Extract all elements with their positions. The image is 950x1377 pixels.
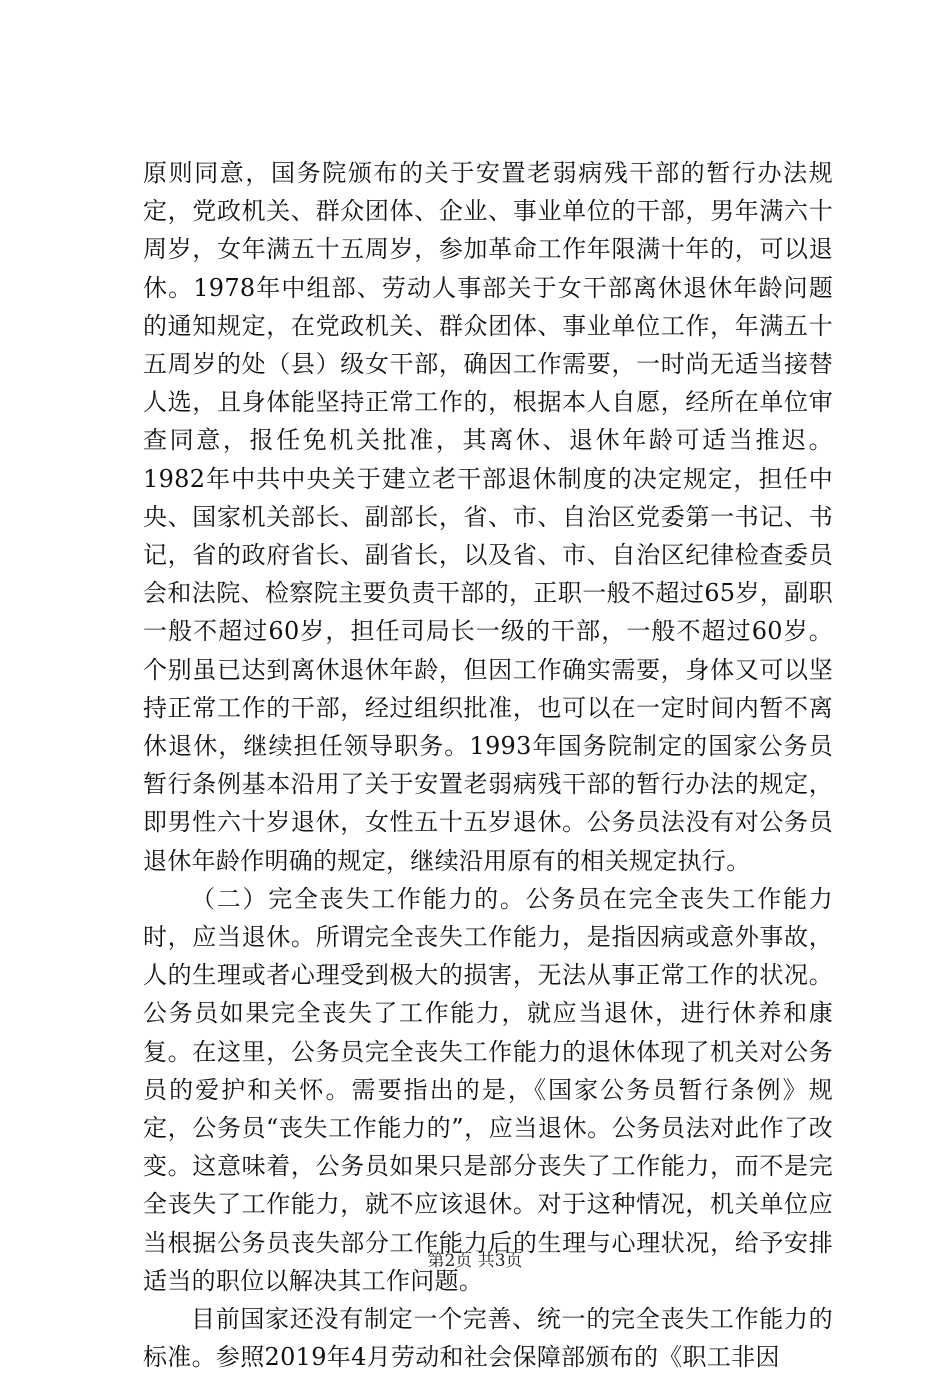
paragraph-incapacity-retirement: （二）完全丧失工作能力的。公务员在完全丧失工作能力时，应当退休。所谓完全丧失工作能力，是指因病或意外事故，人的生理或者心理受到极大的损害，无法从事正常工作的状况。公务员如果完全丧失了工作能力，就应当退休，进行休养和康复。在这里，公务员完全丧失工作能力的退休体现了机关对公务员的爱护和关怀。需要指出的是，《国家公务员暂行条例》规定，公务员“丧失工作能力的”，应当退休。公务员法对此作了改变。这意味着，公务员如果只是部分丧失了工作能力，而不是完全丧失了工作能力，就不应该退休。对于这种情况，机关单位应当根据公务员丧失部分工作能力后的生理与心理状况，给予安排适当的职位以解决其工作问题。 [143,884,833,1295]
paragraph-incapacity-standard: 目前国家还没有制定一个完善、统一的完全丧失工作能力的标准。参照2019年4月劳动和社会保障部颁布的《职工非因 [143,1305,833,1372]
paragraph-retirement-age-rules: 原则同意，国务院颁布的关于安置老弱病残干部的暂行办法规定，党政机关、群众团体、企业、事业单位的干部，男年满六十周岁，女年满五十五周岁，参加革命工作年限满十年的，可以退休。1978年中组部、劳动人事部关于女干部离休退休年龄问题的通知规定，在党政机关、群众团体、事业单位工作，年满五十五周岁的处（县）级女干部，确因工作需要，一时尚无适当接替人选，且身体能坚持正常工作的，根据本人自愿，经所在单位审查同意，报任免机关批准，其离休、退休年龄可适当推迟。1982年中共中央关于建立老干部退休制度的决定规定，担任中央、国家机关部长、副部长，省、市、自治区党委第一书记、书记，省的政府省长、副省长，以及省、市、自治区纪律检查委员会和法院、检察院主要负责干部的，正职一般不超过65岁，副职一般不超过60岁，担任司局长一级的干部，一般不超过60岁。个别虽已达到离休退休年龄，但因工作确实需要，身体又可以坚持正常工作的干部，经过组织批准，也可以在一定时间内暂不离休退休，继续担任领导职务。1993年国务院制定的国家公务员暂行条例基本沿用了关于安置老弱病残干部的暂行办法的规定，即男性六十岁退休，女性五十五岁退休。公务员法没有对公务员退休年龄作明确的规定，继续沿用原有的相关规定执行。 [143,159,833,875]
document-body [143,154,833,1377]
page-footer: 第2页 共3页 [427,1251,523,1271]
